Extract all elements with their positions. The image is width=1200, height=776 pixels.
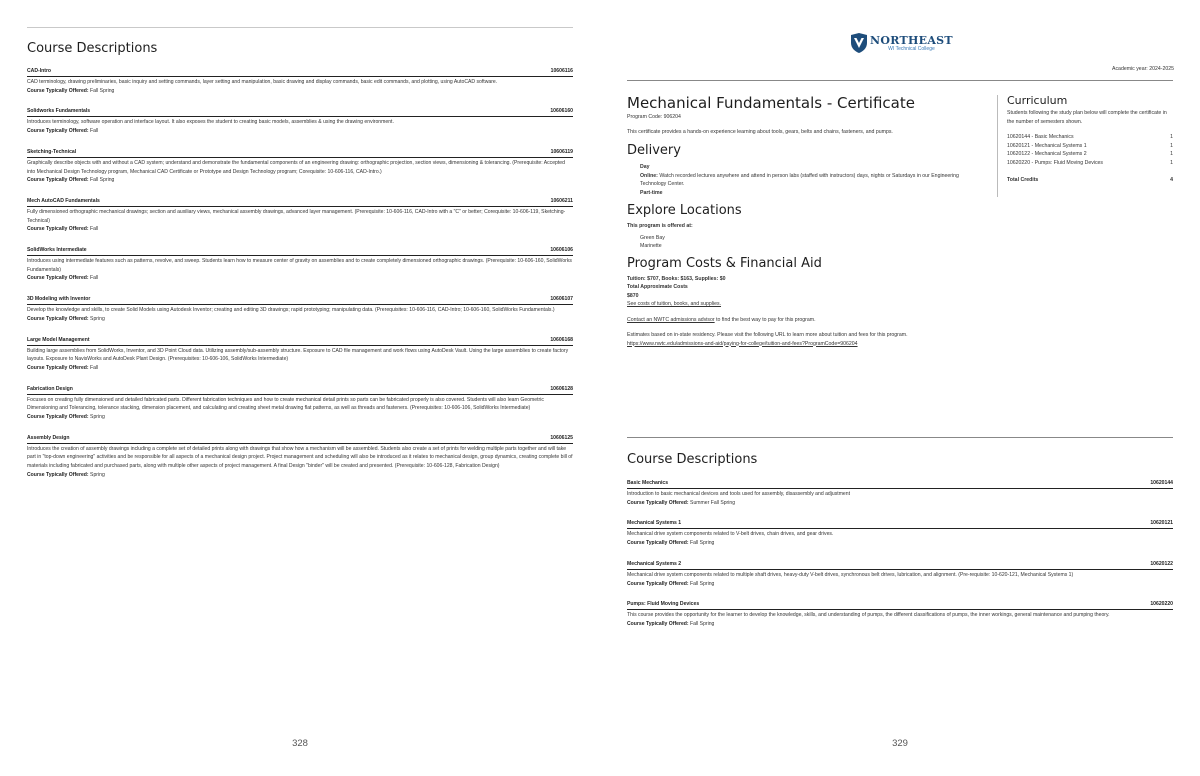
- curriculum-item-credits: 1: [1170, 151, 1173, 157]
- section-divider: [627, 437, 1173, 438]
- offered-label: Course Typically Offered:: [27, 177, 89, 184]
- course-description: Introduces the creation of assembly drawings including a complete set of detailed prints along with drawings that show how a mechanism will be assembled. Students also create a set of prints for welding multiple parts together and will take part in "top-down engineering" activities and be responsible for all aspects of a mechanical design project. Project management and scheduling will also be introduced as it relates to mechanical design, group dynamics, creating complete bill of materials including fabricated and purchased parts, along with multiple other aspects of project management. A final Design "binder" will be created and presented. (Prerequisite: 10-606-128, Fabrication Design): [27, 445, 573, 470]
- advisor-link[interactable]: Contact an NWTC admissions advisor: [627, 316, 715, 323]
- course-offered: [27, 471, 573, 480]
- program-title: Mechanical Fundamentals - Certificate: [627, 94, 915, 112]
- course-code: 10620220: [1150, 601, 1173, 608]
- course-code: 10606160: [550, 108, 573, 115]
- curriculum-item: [1007, 150, 1173, 159]
- course-code: 10606116: [550, 68, 573, 74]
- course-header: [27, 149, 573, 158]
- top-divider: [27, 27, 573, 28]
- course-name: Fabrication Design: [27, 385, 73, 392]
- estimates-text: Estimates based on in-state residency. Please visit the following URL to learn more about tuition and fees for this program.: [627, 332, 908, 338]
- course-header: [27, 337, 573, 346]
- course-description: Develop the knowledge and skills, to create Solid Models using Autodesk Inventor; creating and editing 3D drawings; rapid prototyping; manipulating data. (Prerequisites: 10-606-116, CAD-Intro; 10-606-160, SolidWorks Fundamentals.): [27, 307, 555, 314]
- offered-terms: Fall Spring: [90, 177, 115, 184]
- location-item: Green Bay: [640, 234, 665, 241]
- course-offered: [27, 225, 573, 234]
- course-entry: [27, 198, 573, 234]
- offered-terms: Fall Spring: [690, 540, 715, 547]
- course-name: Sketching-Technical: [27, 148, 77, 155]
- course-code: 10606106: [550, 247, 573, 254]
- program-code: Program Code: 906204: [627, 114, 681, 120]
- curriculum-item-credits: 1: [1170, 142, 1173, 149]
- advisor-text: to find the best way to pay for this program.: [714, 316, 816, 323]
- curriculum-item: [1007, 142, 1173, 151]
- costs-line: Tuition: $707, Books: $163, Supplies: $0: [627, 275, 726, 282]
- logo-subtitle: WI Technical College: [888, 45, 935, 52]
- offered-label: Course Typically Offered:: [627, 620, 689, 627]
- offered-label: Course Typically Offered:: [27, 128, 89, 135]
- estimates-url[interactable]: https://www.nwtc.edu/admissions-and-aid/paying-for-college/tuition-and-fees?ProgramCode=906204: [627, 340, 858, 347]
- delivery-day: Day: [640, 164, 650, 170]
- curriculum-item: [1007, 133, 1173, 142]
- course-offered: [627, 620, 1173, 629]
- page-number: 328: [292, 738, 308, 749]
- course-entry: [627, 561, 1173, 588]
- course-list: [627, 480, 1173, 642]
- course-code: 10620122: [1150, 560, 1173, 567]
- course-header: [27, 386, 573, 395]
- curriculum-heading: Curriculum: [1007, 94, 1068, 107]
- course-offered: [27, 274, 573, 283]
- course-entry: [27, 386, 573, 422]
- costs-block: [627, 275, 972, 309]
- offered-label: Course Typically Offered:: [27, 414, 89, 421]
- offered-label: Course Typically Offered:: [27, 315, 89, 322]
- delivery-online-text: Watch recorded lectures anywhere and attend in person labs (staffed with instructors) days, nights or Saturdays in our Engineering Technology Center.: [640, 172, 959, 187]
- offered-label: Course Typically Offered:: [27, 275, 89, 282]
- offered-terms: Fall Spring: [690, 620, 715, 627]
- course-code: 10606119: [550, 148, 573, 155]
- offered-terms: Fall: [90, 226, 99, 233]
- course-description: Mechanical drive system components related to V-belt drives, chain drives, and gear drives.: [627, 531, 834, 538]
- course-header: [27, 68, 573, 77]
- total-credits-value: 4: [1170, 177, 1173, 183]
- delivery-online: [640, 172, 972, 189]
- advisor-line: [627, 316, 972, 325]
- college-logo: [850, 32, 953, 54]
- course-name: Mech AutoCAD Fundamentals: [27, 197, 100, 204]
- curriculum-panel: [997, 95, 1173, 197]
- course-description: Introduction to basic mechanical devices and tools used for assembly, disassembly and adjustment: [627, 491, 851, 497]
- offered-label: Course Typically Offered:: [27, 87, 89, 94]
- offered-label: Course Typically Offered:: [627, 580, 689, 587]
- course-code: 10606107: [550, 296, 573, 303]
- course-description: Introduces terminology, software operation and interface layout. It also exposes the student to creating basic models, assemblies & using the drawing environment.: [27, 119, 394, 126]
- locations-heading: Explore Locations: [627, 203, 742, 218]
- costs-link[interactable]: See costs of tuition, books, and supplies.: [627, 301, 722, 307]
- course-entry: [627, 480, 1173, 507]
- curriculum-item-label: 10620220 - Pumps: Fluid Moving Devices: [1007, 159, 1104, 166]
- course-description: Focuses on creating fully dimensioned and detailed fabricated parts. Different fabrication techniques and how to create mechanical detail prints so parts can be fabricated properly is also covered. Students will also learn Geometric Dimensioning and Tolerancing, tolerance stacking, dimension placement, and calculating and creating sheet metal drawing flat patterns, as well as threads and fasteners. (Prerequisites: 10-606-106, SolidWorks Intermediate): [27, 396, 544, 412]
- delivery-heading: Delivery: [627, 143, 681, 158]
- curriculum-item-label: 10620121 - Mechanical Systems 1: [1007, 142, 1087, 149]
- course-entry: [27, 337, 573, 373]
- curriculum-list: [1007, 133, 1173, 167]
- curriculum-intro: Students following the study plan below will complete the certificate in the number of semesters shown.: [1007, 110, 1167, 125]
- course-description: Graphically describe objects with and without a CAD system; understand and demonstrate the fundamental components of an engineering drawing: orthographic projection, section views, dimensioning & tolerancing. (Prerequisite: Accepted into Mechanical Design Technology program, Mechanical CAD Certificate or Prototype and Design Technology program; Corequisite: 10-606-116, CAD-Intro.): [27, 159, 565, 175]
- course-code: 10606125: [550, 434, 573, 441]
- curriculum-item: [1007, 159, 1173, 168]
- academic-year: Academic year: 2024-2025: [1112, 66, 1174, 72]
- curriculum-item-credits: 1: [1170, 134, 1173, 140]
- page-number: 329: [892, 738, 908, 749]
- course-list: [27, 68, 573, 493]
- course-code: 10620121: [1150, 520, 1173, 527]
- course-name: SolidWorks Intermediate: [27, 247, 87, 254]
- delivery-block: [627, 163, 972, 197]
- course-description: Introduces using intermediate features such as patterns, revolve, and sweep. Students learn how to measure center of gravity on assemblies and to create completely dimensioned orthographic drawings. (Prerequisite: 10-606-160, SolidWorks Fundamentals): [27, 258, 572, 273]
- costs-heading: Program Costs & Financial Aid: [627, 255, 822, 271]
- offered-terms: Spring: [90, 414, 105, 421]
- offered-terms: Fall: [90, 275, 99, 282]
- course-entry: [27, 435, 573, 480]
- course-name: Mechanical Systems 1: [627, 520, 682, 527]
- course-offered: [27, 87, 573, 96]
- course-offered: [27, 364, 573, 373]
- course-entry: [627, 601, 1173, 628]
- course-name: CAD-Intro: [27, 68, 52, 74]
- offered-terms: Summer Fall Spring: [690, 499, 736, 506]
- course-header: [27, 247, 573, 256]
- course-header: [627, 601, 1173, 610]
- course-header: [27, 108, 573, 117]
- course-code: 10606168: [550, 336, 573, 343]
- course-entry: [27, 68, 573, 95]
- location-item: Marinette: [640, 243, 662, 249]
- course-entry: [27, 296, 573, 323]
- course-header: [27, 435, 573, 444]
- costs-total: $870: [627, 292, 639, 299]
- right-page: [600, 0, 1200, 776]
- curriculum-item-credits: 1: [1170, 159, 1173, 166]
- course-name: Assembly Design: [27, 434, 70, 441]
- total-credits-row: [1007, 176, 1173, 185]
- course-offered: [27, 176, 573, 185]
- course-offered: [627, 580, 1173, 589]
- program-main-column: [627, 95, 972, 348]
- offered-label: Course Typically Offered:: [627, 540, 689, 547]
- page-title: Course Descriptions: [27, 41, 158, 56]
- curriculum-item-label: 10620122 - Mechanical Systems 2: [1007, 151, 1087, 157]
- course-name: Large Model Management: [27, 336, 90, 343]
- course-header: [627, 520, 1173, 529]
- course-header: [27, 296, 573, 305]
- program-intro: This certificate provides a hands-on experience learning about tools, gears, belts and chains, fasteners, and pumps.: [627, 128, 893, 135]
- course-entry: [627, 520, 1173, 547]
- course-entry: [27, 247, 573, 283]
- course-header: [627, 480, 1173, 489]
- course-code: 10606211: [550, 197, 573, 204]
- courses-heading: Course Descriptions: [627, 452, 758, 467]
- course-offered: [27, 315, 573, 324]
- header-divider: [627, 80, 1173, 81]
- course-name: Mechanical Systems 2: [627, 560, 682, 567]
- course-offered: [27, 413, 573, 422]
- costs-total-label: Total Approximate Costs: [627, 284, 688, 290]
- course-code: 10620144: [1150, 480, 1173, 486]
- offered-terms: Fall Spring: [90, 87, 115, 94]
- delivery-parttime: Part-time: [640, 189, 663, 196]
- course-description: Fully dimensioned orthographic mechanical drawings; section and auxiliary views, mechanical assembly drawings, advanced layer management. (Prerequisite: 10-606-116, CAD-Intro with a "C" or better; Corequisite: 10-606-119, Sketching-Technical): [27, 208, 566, 224]
- locations-list: [627, 234, 972, 251]
- delivery-online-label: Online:: [640, 172, 658, 179]
- course-name: Pumps: Fluid Moving Devices: [627, 601, 700, 608]
- logo-name: NORTHEAST: [870, 33, 953, 47]
- locations-intro: This program is offered at:: [627, 223, 693, 229]
- shield-icon: [850, 32, 868, 54]
- course-description: Building large assemblies from SolidWorks, Inventor, and 3D Point Cloud data. Utilizing assembly/sub-assembly structure. Exposure to CAD file management and work flows using AutoDesk Vault. Using the large assemblies to create factory layouts. Exposure to NavisWorks and AutoDesk Plant Design. (Prerequisites: 10-606-106, SolidWorks Intermediate): [27, 347, 569, 363]
- curriculum-item-label: 10620144 - Basic Mechanics: [1007, 134, 1074, 140]
- course-description: This course provides the opportunity for the learner to develop the knowledge, skills, and understanding of pumps, the different classifications of pumps, the inner workings, general maintenance and pumping theory.: [627, 612, 1110, 619]
- course-description: Mechanical drive system components related to multiple shaft drives, heavy-duty V-belt drives, synchronous belt drives, lubrication, and alignment. (Pre-requisite: 10-620-121, Mechanical Systems 1): [627, 571, 1074, 578]
- offered-label: Course Typically Offered:: [627, 499, 689, 506]
- offered-label: Course Typically Offered:: [27, 471, 89, 478]
- total-credits-label: Total Credits: [1007, 177, 1039, 183]
- course-description: CAD terminology, drawing preliminaries, basic inquiry and setting commands, layer setting and manipulation, basic drawing and display commands, basic edit commands, and plotting, using AutoCAD software.: [27, 79, 498, 85]
- offered-label: Course Typically Offered:: [27, 364, 89, 371]
- course-offered: [627, 539, 1173, 548]
- course-offered: [627, 499, 1173, 508]
- course-name: 3D Modeling with Inventor: [27, 296, 91, 303]
- offered-terms: Fall: [90, 128, 99, 135]
- course-name: Solidworks Fundamentals: [27, 108, 91, 115]
- course-header: [27, 198, 573, 207]
- offered-terms: Spring: [90, 315, 105, 322]
- course-header: [627, 561, 1173, 570]
- course-entry: [27, 108, 573, 135]
- course-entry: [27, 149, 573, 185]
- course-name: Basic Mechanics: [627, 480, 669, 486]
- course-offered: [27, 127, 573, 136]
- course-code: 10606128: [550, 385, 573, 392]
- offered-label: Course Typically Offered:: [27, 226, 89, 233]
- offered-terms: Spring: [90, 471, 105, 478]
- offered-terms: Fall Spring: [690, 580, 715, 587]
- offered-terms: Fall: [90, 364, 99, 371]
